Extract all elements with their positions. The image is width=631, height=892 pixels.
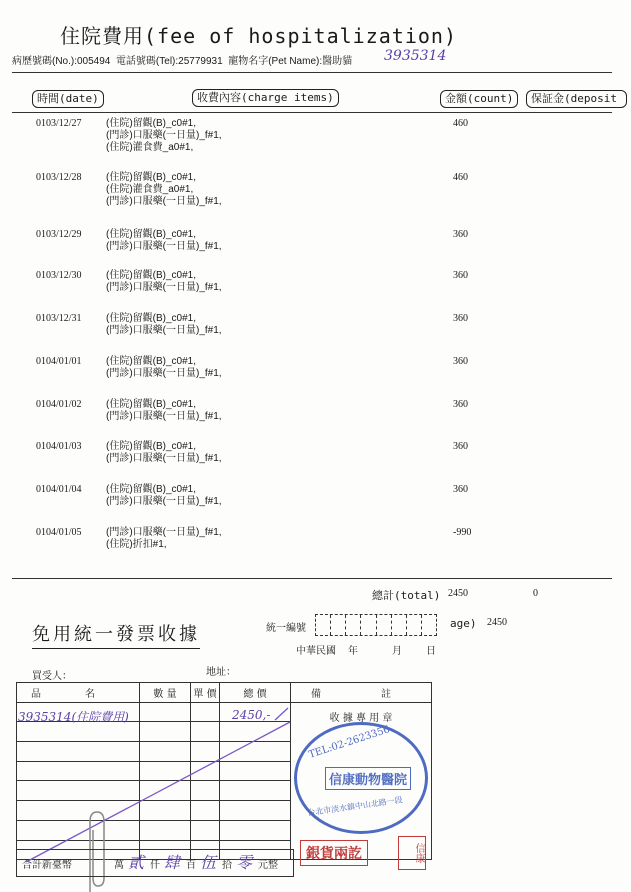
row-amount: 360	[453, 399, 468, 410]
row-date: 0104/01/04	[36, 484, 82, 495]
row-item-line: (住院)留觀(B)_c0#1,	[106, 270, 197, 281]
row-date: 0104/01/05	[36, 527, 82, 538]
row-item-line: (門診)口服藥(一日量)_f#1,	[106, 368, 222, 379]
page-title: 住院費用(fee of hospitalization)	[60, 24, 457, 48]
hand-item: 3935314(住院費用)	[18, 710, 129, 724]
hand-qian: 肆	[164, 853, 181, 872]
col-total: 總 價	[220, 683, 291, 703]
col-price: 單 價	[191, 683, 220, 703]
row-amount: 360	[453, 356, 468, 367]
row-date: 0103/12/29	[36, 229, 82, 240]
tax-id-label: 統一編號	[266, 623, 306, 634]
row-item-line: (住院)留觀(B)_c0#1,	[106, 229, 197, 240]
receipt-seal-label: 收 據 專 用 章	[291, 702, 432, 860]
hand-shi: 零	[236, 853, 253, 872]
row-amount: -990	[453, 527, 472, 538]
address-label: 地址：	[206, 667, 236, 678]
wan-label: 萬	[114, 860, 124, 871]
stamp-tel: TEL:02-2623356	[307, 724, 392, 761]
col-remark-part1: 備	[311, 688, 321, 700]
hand-wan: 貳	[128, 853, 145, 872]
goods-paid-stamp: 銀貨兩訖	[300, 840, 368, 866]
column-header-date: 時間(date)	[32, 90, 104, 108]
buyer-label: 買受人：	[32, 671, 72, 682]
row-item-line: (住院)留觀(B)_c0#1,	[106, 484, 197, 495]
total-label: 總計(total)	[372, 589, 441, 602]
row-amount: 360	[453, 313, 468, 324]
col-name-part1: 品	[31, 688, 41, 700]
shi-label: 拾	[222, 860, 232, 871]
clinic-stamp	[294, 722, 428, 834]
row-date: 0104/01/01	[36, 356, 82, 367]
receipt-title: 免用統一發票收據	[32, 620, 200, 649]
row-item-line: (住院)留觀(B)_c0#1,	[106, 356, 197, 367]
row-amount: 360	[453, 270, 468, 281]
column-header-count: 金額(count)	[440, 90, 518, 108]
stamp-name: 信康動物醫院	[325, 767, 411, 790]
total-value: 2450	[448, 588, 468, 599]
row-date: 0104/01/02	[36, 399, 82, 410]
col-remark-part2: 註	[381, 688, 391, 700]
row-item-line: (門診)口服藥(一日量)_f#1,	[106, 130, 222, 141]
row-amount: 360	[453, 484, 468, 495]
col-name-part2: 名	[85, 688, 95, 700]
row-item-line: (住院)留觀(B)_c0#1,	[106, 399, 197, 410]
row-date: 0103/12/27	[36, 118, 82, 129]
row-item-line: (住院)留觀(B)_c0#1,	[106, 313, 197, 324]
row-date: 0104/01/03	[36, 441, 82, 452]
handwritten-id: 3935314	[384, 48, 447, 64]
roc-label: 中華民國	[296, 646, 336, 657]
row-item-line: (門診)口服藥(一日量)_f#1,	[106, 527, 222, 538]
row-item-line: (門診)口服藥(一日量)_f#1,	[106, 325, 222, 336]
row-item-line: (住院)灌食費_a0#1,	[106, 142, 194, 153]
pet-name: 寵物名字(Pet Name):醫助貓	[228, 56, 353, 67]
row-amount: 360	[453, 229, 468, 240]
small-seal: 信康	[398, 836, 426, 870]
deposit-value: 0	[533, 588, 538, 599]
stamp-address: 台北市淡水鎮中山北路一段	[306, 795, 404, 818]
row-item-line: (住院)留觀(B)_c0#1,	[106, 441, 197, 452]
yuan-label: 元整	[258, 860, 278, 871]
column-header-deposit: 保証金(deposit	[526, 90, 627, 108]
record-number: 病歷號碼(No.):005494	[12, 56, 111, 67]
hand-bai: 伍	[200, 853, 217, 872]
row-item-line: (門診)口服藥(一日量)_f#1,	[106, 496, 222, 507]
row-amount: 360	[453, 441, 468, 452]
row-item-line: (門診)口服藥(一日量)_f#1,	[106, 196, 222, 207]
row-item-line: (住院)留觀(B)_c0#1,	[106, 118, 197, 129]
row-amount: 460	[453, 172, 468, 183]
row-item-line: (住院)折扣#1,	[106, 539, 167, 550]
qian-label: 仟	[150, 860, 160, 871]
month-label: 月	[392, 646, 402, 657]
hand-total: 2450,-	[232, 708, 271, 722]
change-label: age)	[450, 617, 477, 630]
row-date: 0103/12/28	[36, 172, 82, 183]
row-date: 0103/12/30	[36, 270, 82, 281]
year-label: 年	[348, 646, 358, 657]
sum-label: 合計新臺幣	[22, 860, 72, 871]
column-header-charge: 收費內容(charge items)	[192, 89, 339, 107]
change-value: 2450	[487, 617, 507, 628]
row-amount: 460	[453, 118, 468, 129]
bai-label: 百	[186, 860, 196, 871]
row-item-line: (門診)口服藥(一日量)_f#1,	[106, 453, 222, 464]
row-item-line: (門診)口服藥(一日量)_f#1,	[106, 241, 222, 252]
day-label: 日	[426, 646, 436, 657]
row-item-line: (門診)口服藥(一日量)_f#1,	[106, 411, 222, 422]
col-qty: 數 量	[140, 683, 191, 703]
tel-number: 電話號碼(Tel):25779931	[115, 56, 223, 67]
row-item-line: (住院)灌食費_a0#1,	[106, 184, 194, 195]
row-item-line: (住院)留觀(B)_c0#1,	[106, 172, 197, 183]
row-item-line: (門診)口服藥(一日量)_f#1,	[106, 282, 222, 293]
row-date: 0103/12/31	[36, 313, 82, 324]
